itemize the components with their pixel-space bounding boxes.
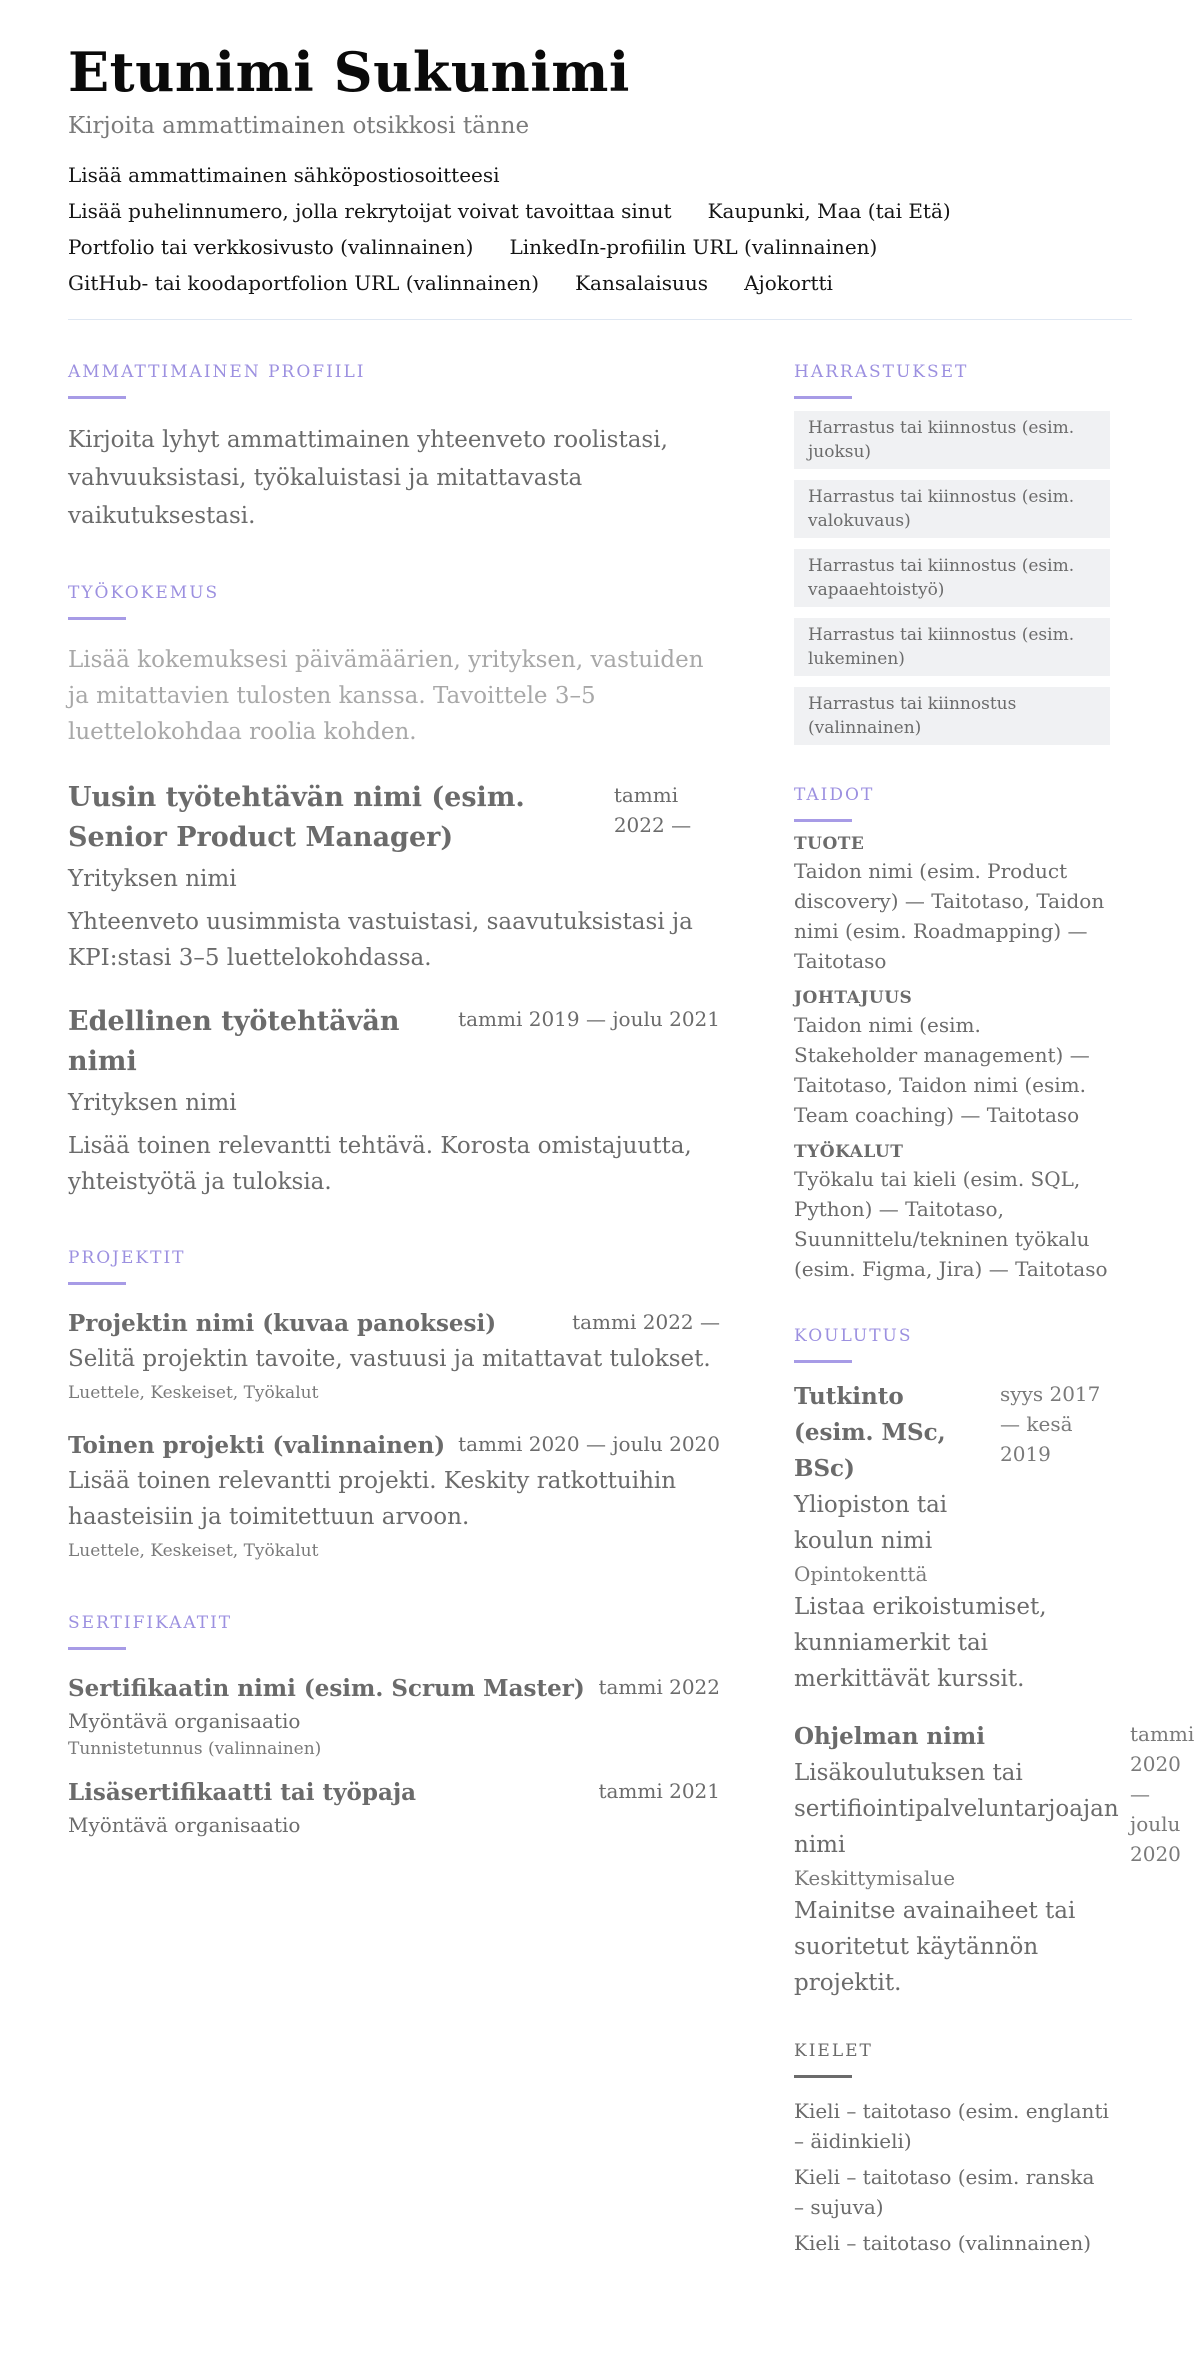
section-rule (68, 1647, 126, 1650)
resume-header (68, 40, 1132, 320)
certification-id: Tunnistetunnus (valinnainen) (68, 1738, 322, 1759)
projects-section (68, 1246, 720, 1565)
focus-area: Keskittymisalue (794, 1865, 956, 1890)
language-item: Kieli – taitotaso (valinnainen) (794, 2230, 1092, 2255)
project-header (68, 1429, 720, 1463)
job-header (68, 778, 720, 858)
job-date: tammi 2022 — (613, 782, 692, 837)
contact-line-1 (68, 157, 1132, 193)
certification-header (68, 1672, 720, 1706)
company-name: Yrityksen nimi (68, 865, 237, 892)
contact-info (68, 157, 1132, 301)
location-text: Kaupunki, Maa (tai Etä) (707, 198, 951, 223)
contact-line-2 (68, 193, 1132, 229)
hobby-item: Harrastus tai kiinnostus (esim. juoksu) (794, 411, 1110, 469)
school-name: Yliopiston tai koulun nimi (794, 1491, 948, 1554)
project-date: tammi 2020 — joulu 2020 (458, 1431, 720, 1456)
headline: Kirjoita ammattimainen otsikkosi tänne (68, 112, 530, 139)
project-title: Projektin nimi (kuvaa panoksesi) (68, 1309, 497, 1337)
skill-list: Työkalu tai kieli (esim. SQL, Python) — Taitotaso, Suunnittelu/tekninen työkalu (esim. Figma, Jira) — Taitotaso (794, 1166, 1108, 1281)
job-header (68, 1002, 720, 1082)
section-title: KOULUTUS (794, 1325, 913, 1346)
section-title: HARRASTUKSET (794, 361, 969, 382)
project-title: Toinen projekti (valinnainen) (68, 1431, 446, 1459)
degree-title: Tutkinto (esim. MSc, BSc) (794, 1382, 946, 1482)
job-description: Lisää toinen relevantti tehtävä. Korosta omistajuutta, yhteistyötä ja tuloksia. (68, 1132, 692, 1195)
resume-columns (68, 360, 1195, 2304)
education-entry (794, 1719, 1195, 2001)
experience-hint: Lisää kokemuksesi päivämäärien, yrityksen, vastuiden ja mitattavien tulosten kanssa. Tavoittele 3–5 luettelokohdaa roolia kohden. (68, 646, 704, 745)
certification-date: tammi 2021 (598, 1778, 720, 1803)
certification-entry (68, 1776, 720, 1840)
section-title: SERTIFIKAATIT (68, 1612, 233, 1633)
project-date: tammi 2022 — (572, 1309, 720, 1334)
contact-line-3 (68, 229, 1132, 265)
full-name: Etunimi Sukunimi (68, 40, 630, 104)
github-link[interactable]: GitHub- tai koodaportfolion URL (valinnainen) (68, 270, 540, 295)
profile-section (68, 360, 720, 535)
project-tags: Luettele, Keskeiset, Työkalut (68, 1382, 319, 1403)
education-section (794, 1324, 1195, 2001)
hobbies-section (794, 360, 1110, 745)
job-entry (68, 778, 720, 976)
skill-category: TYÖKALUT (794, 1141, 904, 1162)
project-tags: Luettele, Keskeiset, Työkalut (68, 1540, 319, 1561)
portfolio-link[interactable]: Portfolio tai verkkosivusto (valinnainen) (68, 234, 474, 259)
project-header (68, 1307, 720, 1341)
section-rule (68, 1282, 126, 1285)
provider-name: Lisäkoulutuksen tai sertifiointipalveluntarjoajan nimi (794, 1759, 1119, 1858)
section-rule (794, 2075, 852, 2078)
certification-issuer: Myöntävä organisaatio (68, 1708, 301, 1733)
education-entry (794, 1379, 1110, 1589)
education-details (794, 1719, 1130, 2001)
section-rule (794, 819, 852, 822)
skills-section (794, 783, 1110, 1284)
company-name: Yrityksen nimi (68, 1089, 237, 1116)
skill-list: Taidon nimi (esim. Product discovery) — Taitotaso, Taidon nimi (esim. Roadmapping) — Taitotaso (794, 858, 1105, 973)
section-title: PROJEKTIT (68, 1247, 186, 1268)
section-rule (68, 396, 126, 399)
skill-category: JOHTAJUUS (794, 987, 913, 1008)
certification-title: Sertifikaatin nimi (esim. Scrum Master) (68, 1674, 585, 1702)
languages-section (794, 2039, 1110, 2258)
section-title: TAIDOT (794, 784, 875, 805)
hobby-item: Harrastus tai kiinnostus (valinnainen) (794, 687, 1110, 745)
email-text: Lisää ammattimainen sähköpostiosoitteesi (68, 162, 500, 187)
project-description: Lisää toinen relevantti projekti. Keskity ratkottuihin haasteisiin ja toimitettuun arvoon. (68, 1467, 677, 1530)
left-column (68, 360, 750, 2304)
language-item: Kieli – taitotaso (esim. ranska – sujuva) (794, 2164, 1095, 2219)
education-date: tammi 2020 — joulu 2020 (1130, 1721, 1195, 1866)
certification-issuer: Myöntävä organisaatio (68, 1812, 301, 1837)
hobby-item: Harrastus tai kiinnostus (esim. vapaaehtoistyö) (794, 549, 1110, 607)
project-description: Selitä projektin tavoite, vastuusi ja mitattavat tulokset. (68, 1345, 711, 1372)
contact-line-4 (68, 265, 1132, 301)
license-text: Ajokortti (744, 270, 833, 295)
hobby-item: Harrastus tai kiinnostus (esim. lukeminen) (794, 618, 1110, 676)
certification-entry (68, 1672, 720, 1762)
section-title: TYÖKOKEMUS (68, 582, 220, 603)
education-description: Mainitse avainaiheet tai suoritetut käytännön projektit. (794, 1897, 1076, 1996)
skill-category: TUOTE (794, 833, 865, 854)
education-details (794, 1379, 974, 1589)
job-description: Yhteenveto uusimmista vastuistasi, saavutuksistasi ja KPI:stasi 3–5 luettelokohdassa. (68, 908, 693, 971)
job-title: Uusin työtehtävän nimi (esim. Senior Product Manager) (68, 781, 525, 853)
linkedin-link[interactable]: LinkedIn-profiilin URL (valinnainen) (509, 234, 878, 259)
section-rule (68, 617, 126, 620)
citizenship-text: Kansalaisuus (575, 270, 709, 295)
section-title: AMMATTIMAINEN PROFIILI (68, 361, 366, 382)
education-description: Listaa erikoistumiset, kunniamerkit tai merkittävät kurssit. (794, 1593, 1047, 1692)
certification-date: tammi 2022 (598, 1674, 720, 1699)
header-divider (68, 319, 1132, 320)
project-entry (68, 1307, 720, 1407)
certification-title: Lisäsertifikaatti tai työpaja (68, 1778, 417, 1806)
job-title: Edellinen työtehtävän nimi (68, 1005, 400, 1077)
section-title: KIELET (794, 2040, 873, 2061)
section-rule (794, 396, 852, 399)
project-entry (68, 1429, 720, 1565)
language-item: Kieli – taitotaso (esim. englanti – äidinkieli) (794, 2098, 1109, 2153)
program-title: Ohjelman nimi (794, 1722, 985, 1750)
profile-text: Kirjoita lyhyt ammattimainen yhteenveto roolistasi, vahvuuksistasi, työkaluistasi ja mitattavasta vaikutuksestasi. (68, 426, 668, 529)
certifications-section (68, 1611, 720, 1840)
right-column (794, 360, 1195, 2304)
hobby-item: Harrastus tai kiinnostus (esim. valokuvaus) (794, 480, 1110, 538)
job-date: tammi 2019 — joulu 2021 (458, 1006, 720, 1031)
job-entry (68, 1002, 720, 1200)
section-rule (794, 1360, 852, 1363)
study-field: Opintokenttä (794, 1561, 928, 1586)
education-date: syys 2017 — kesä 2019 (1000, 1381, 1101, 1466)
certification-header (68, 1776, 720, 1810)
phone-text: Lisää puhelinnumero, jolla rekrytoijat voivat tavoittaa sinut (68, 198, 672, 223)
experience-section (68, 581, 720, 1200)
skill-list: Taidon nimi (esim. Stakeholder management) — Taitotaso, Taidon nimi (esim. Team coaching) — Taitotaso (794, 1012, 1090, 1127)
